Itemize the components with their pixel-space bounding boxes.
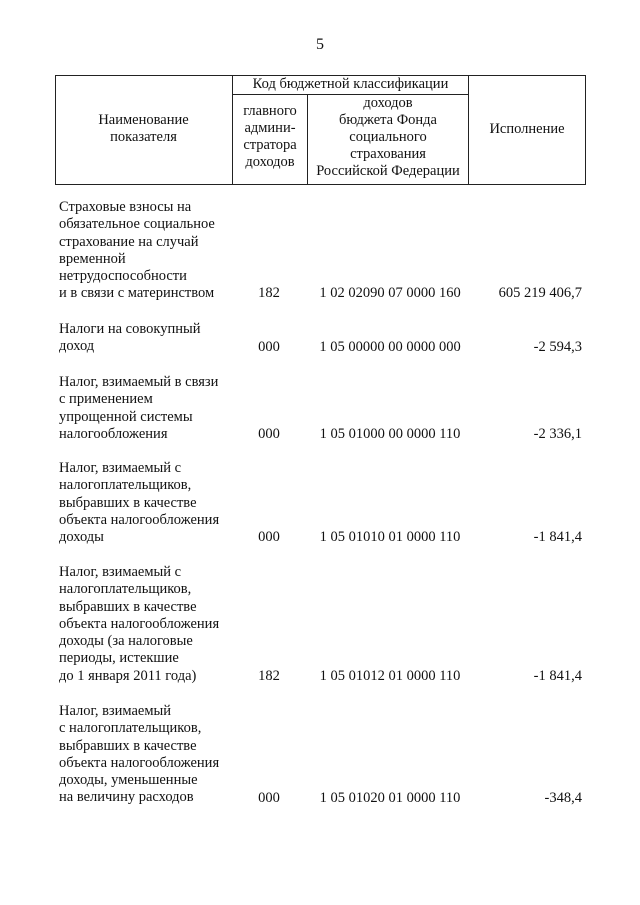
table-header xyxy=(55,75,586,185)
row-budget-code: 1 05 01012 01 0000 110 xyxy=(319,668,461,684)
header-exec-col: Исполнение xyxy=(489,121,565,137)
row-budget-code: 1 02 02090 07 0000 160 xyxy=(319,285,461,301)
row-execution-value: 605 219 406,7 xyxy=(498,285,582,301)
row-admin-code: 182 xyxy=(258,285,280,301)
header-bottom-border xyxy=(55,184,586,185)
row-admin-code: 000 xyxy=(258,426,280,442)
row-budget-code: 1 05 01010 01 0000 110 xyxy=(319,529,461,545)
row-name: Налог, взимаемый в связи с применением упрощенной системы налогообложения xyxy=(59,374,219,442)
row-budget-code: 1 05 01020 01 0000 110 xyxy=(319,790,461,806)
row-budget-code: 1 05 01000 00 0000 110 xyxy=(319,426,461,442)
row-name: Налог, взимаемый с налогоплательщиков, выбравших в качестве объекта налогообложения доходы xyxy=(59,460,220,546)
row-name: Налог, взимаемый с налогоплательщиков, выбравших в качестве объекта налогообложения доходы, уменьшенные на величину расходов xyxy=(59,703,220,806)
page-number: 5 xyxy=(316,36,324,53)
row-admin-code: 000 xyxy=(258,790,280,806)
header-right-border xyxy=(585,75,586,185)
header-admin-col: главного админи- стратора доходов xyxy=(243,103,297,170)
row-execution-value: -348,4 xyxy=(544,790,582,806)
row-name: Налог, взимаемый с налогоплательщиков, выбравших в качестве объекта налогообложения доходы (за налоговые периоды, истекшие до 1 января 2011 года) xyxy=(59,564,220,684)
row-execution-value: -1 841,4 xyxy=(533,668,582,684)
row-name: Налоги на совокупный доход xyxy=(59,321,201,355)
header-fund-col: доходов бюджета Фонда социального страхования Российской Федерации xyxy=(316,95,460,179)
row-name: Страховые взносы на обязательное социальное страхование на случай временной нетрудоспособности и в связи с материнством xyxy=(59,199,215,302)
row-execution-value: -2 594,3 xyxy=(533,339,582,355)
header-name-col: Наименование показателя xyxy=(98,112,189,145)
row-budget-code: 1 05 00000 00 0000 000 xyxy=(319,339,461,355)
header-group-col: Код бюджетной классификации xyxy=(252,76,449,92)
row-execution-value: -2 336,1 xyxy=(533,426,582,442)
header-left-border xyxy=(55,75,56,185)
row-execution-value: -1 841,4 xyxy=(533,529,582,545)
row-admin-code: 000 xyxy=(258,529,280,545)
row-admin-code: 000 xyxy=(258,339,280,355)
row-admin-code: 182 xyxy=(258,668,280,684)
